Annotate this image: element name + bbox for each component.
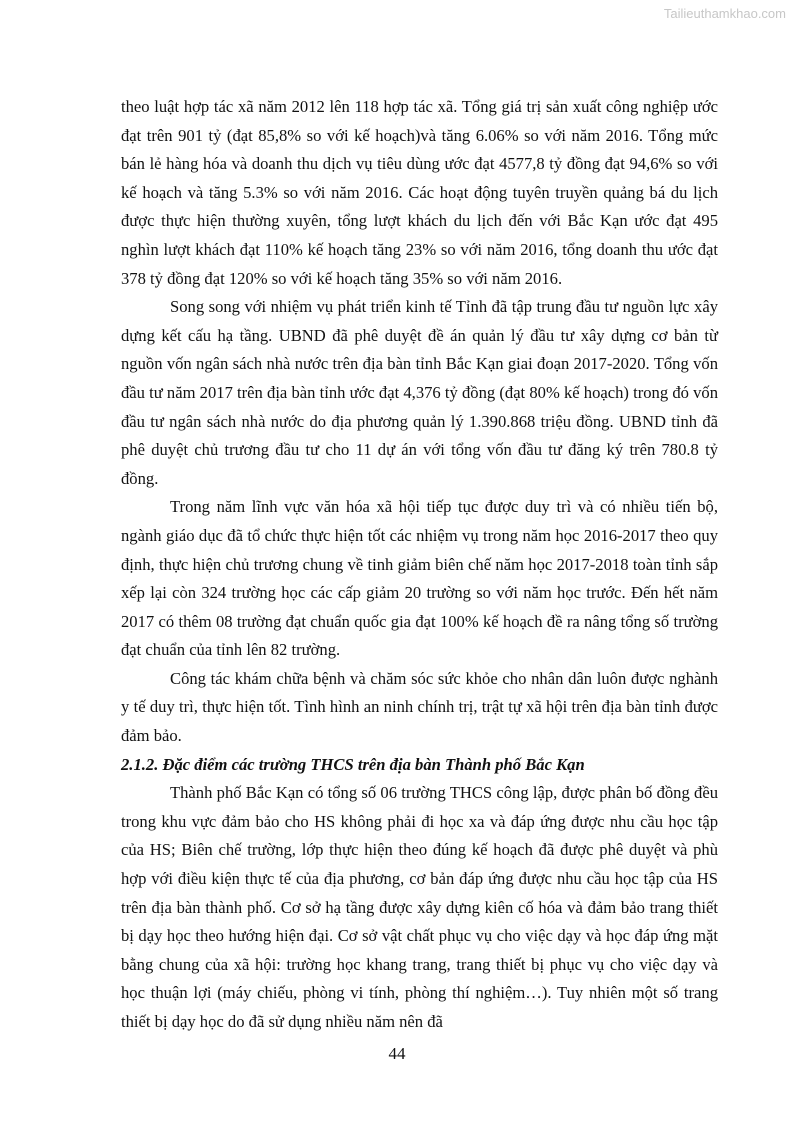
paragraph-healthcare: Công tác khám chữa bệnh và chăm sóc sức khỏe cho nhân dân luôn được nghành y tế duy trì, thực hiện tốt. Tình hình an ninh chính trị, trật tự xã hội trên địa bàn tỉnh được đảm bảo. (121, 668, 718, 746)
paragraph-economy-summary: theo luật hợp tác xã năm 2012 lên 118 hợp tác xã. Tổng giá trị sản xuất công nghiệp ước đạt trên 901 tỷ (đạt 85,8% so với kế hoạch)và tăng 6.06% so với năm 2016. Tổng mức bán lẻ hàng hóa và doanh thu dịch vụ tiêu dùng ước đạt 4577,8 tỷ đồng đạt 94,6% so với kế hoạch và tăng 5.3% so với năm 2016. Các hoạt động tuyên truyền quảng bá du lịch được thực hiện thường xuyên, tổng lượt khách du lịch đến với Bắc Kạn ước đạt 495 nghìn lượt khách đạt 110% kế hoạch tăng 23% so với năm 2016, tổng doanh thu ước đạt 378 tỷ đồng đạt 120% so với kế hoạch tăng 35% so với năm 2016. (121, 97, 718, 288)
document-body (121, 93, 718, 1037)
paragraph-infrastructure: Song song với nhiệm vụ phát triển kinh tế Tỉnh đã tập trung đầu tư nguồn lực xây dựng kết cấu hạ tầng. UBND đã phê duyệt đề án quản lý đầu tư xây dựng cơ bản từ nguồn vốn ngân sách nhà nước trên địa bàn tỉnh Bắc Kạn giai đoạn 2017-2020. Tổng vốn đầu tư năm 2017 trên địa bàn tỉnh ước đạt 4,376 tỷ đồng (đạt 80% kế hoạch) trong đó vốn đầu tư ngân sách nhà nước do địa phương quản lý 1.390.868 triệu đồng. UBND tỉnh đã phê duyệt chủ trương đầu tư cho 11 dự án với tổng vốn đầu tư đăng ký trên 780.8 tỷ đồng. (121, 297, 718, 488)
watermark: Tailieuthamkhao.com (663, 6, 786, 21)
paragraph-thcs-schools: Thành phố Bắc Kạn có tổng số 06 trường THCS công lập, được phân bố đồng đều trong khu vực đảm bảo cho HS không phải đi học xa và đáp ứng được nhu cầu học tập của HS; Biên chế trường, lớp thực hiện theo đúng kế hoạch đã được phê duyệt và phù hợp với điều kiện thực tế của địa phương, cơ bản đáp ứng được nhu cầu học tập của HS trên địa bàn thành phố. Cơ sở hạ tầng được xây dựng kiên cố hóa và đảm bảo trang thiết bị dạy học theo hướng hiện đại. Cơ sở vật chất phục vụ cho việc dạy và học đáp ứng mặt bằng chung của xã hội: trường học khang trang, trang thiết bị phục vụ cho việc dạy và học thuận lợi (máy chiếu, phòng vi tính, phòng thí nghiệm…). Tuy nhiên một số trang thiết bị dạy học do đã sử dụng nhiều năm nên đã (121, 783, 718, 1031)
page-number: 44 (388, 1044, 406, 1063)
paragraph-education: Trong năm lĩnh vực văn hóa xã hội tiếp tục được duy trì và có nhiều tiến bộ, ngành giáo dục đã tổ chức thực hiện tốt các nhiệm vụ trong năm học 2016-2017 theo quy định, thực hiện chủ trương chung về tinh giảm biên chế năm học 2017-2018 toàn tỉnh sắp xếp lại còn 324 trường học các cấp giảm 20 trường so với năm học trước. Đến hết năm 2017 có thêm 08 trường đạt chuẩn quốc gia đạt 100% kế hoạch đề ra nâng tổng số trường đạt chuẩn của tỉnh lên 82 trường. (121, 497, 718, 660)
section-heading: 2.1.2. Đặc điểm các trường THCS trên địa bàn Thành phố Bắc Kạn (121, 754, 585, 774)
